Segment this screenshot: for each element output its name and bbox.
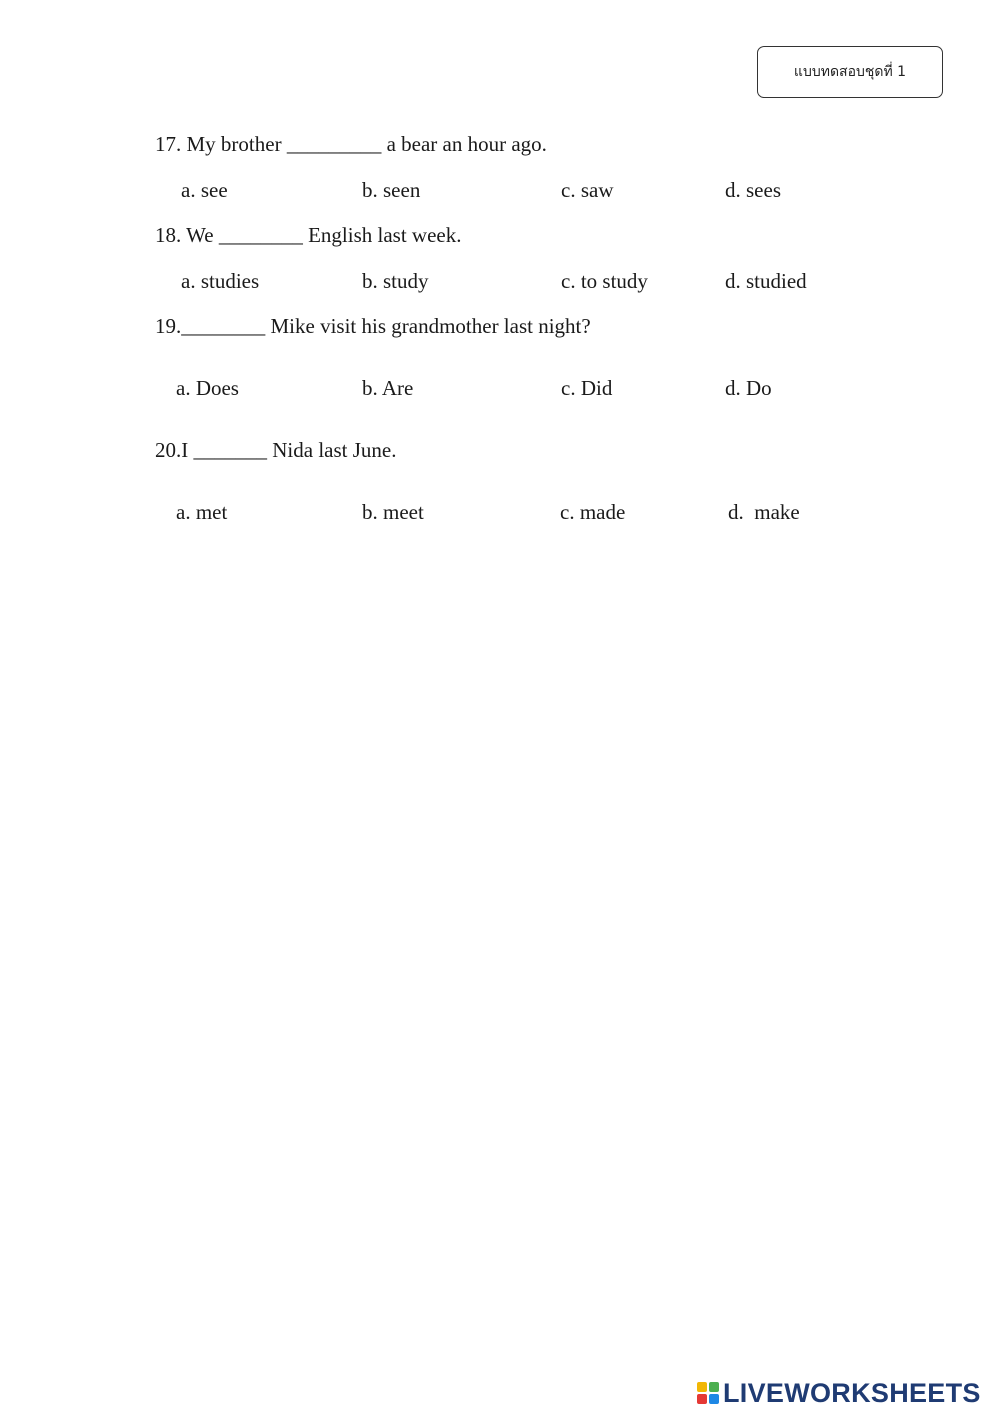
q20-option-b: b. meet	[362, 500, 424, 524]
liveworksheets-logo[interactable]	[697, 1378, 981, 1408]
q18-option-a: a. studies	[181, 269, 260, 293]
question-18: 18. We ________ English last week.	[155, 223, 462, 247]
q17-option-c: c. saw	[561, 178, 614, 202]
liveworksheets-logo-text: LIVEWORKSHEETS	[723, 1377, 981, 1408]
question-17: 17. My brother _________ a bear an hour ago.	[155, 132, 547, 156]
q19-option-b: b. Are	[362, 376, 414, 400]
q18-option-b: b. study	[362, 269, 429, 293]
q17-option-d: d. sees	[725, 178, 781, 202]
logo-square-1	[697, 1382, 707, 1392]
liveworksheets-logo-icon	[697, 1382, 719, 1404]
logo-square-4	[709, 1394, 719, 1404]
q19-option-a: a. Does	[176, 376, 239, 400]
logo-square-3	[697, 1394, 707, 1404]
q19-option-d: d. Do	[725, 376, 772, 400]
logo-square-2	[709, 1382, 719, 1392]
question-19: 19.________ Mike visit his grandmother last night?	[155, 314, 591, 338]
q20-option-d: d. make	[728, 500, 800, 524]
q17-option-b: b. seen	[362, 178, 421, 202]
worksheet-set-label-text: แบบทดสอบชุดที่ 1	[793, 64, 907, 80]
q17-option-a: a. see	[181, 178, 228, 202]
question-20: 20.I _______ Nida last June.	[155, 438, 397, 462]
q20-option-c: c. made	[560, 500, 626, 524]
q20-option-a: a. met	[176, 500, 228, 524]
q18-option-d: d. studied	[725, 269, 807, 293]
q19-option-c: c. Did	[561, 376, 613, 400]
worksheet-set-label	[757, 46, 943, 98]
q18-option-c: c. to study	[561, 269, 648, 293]
